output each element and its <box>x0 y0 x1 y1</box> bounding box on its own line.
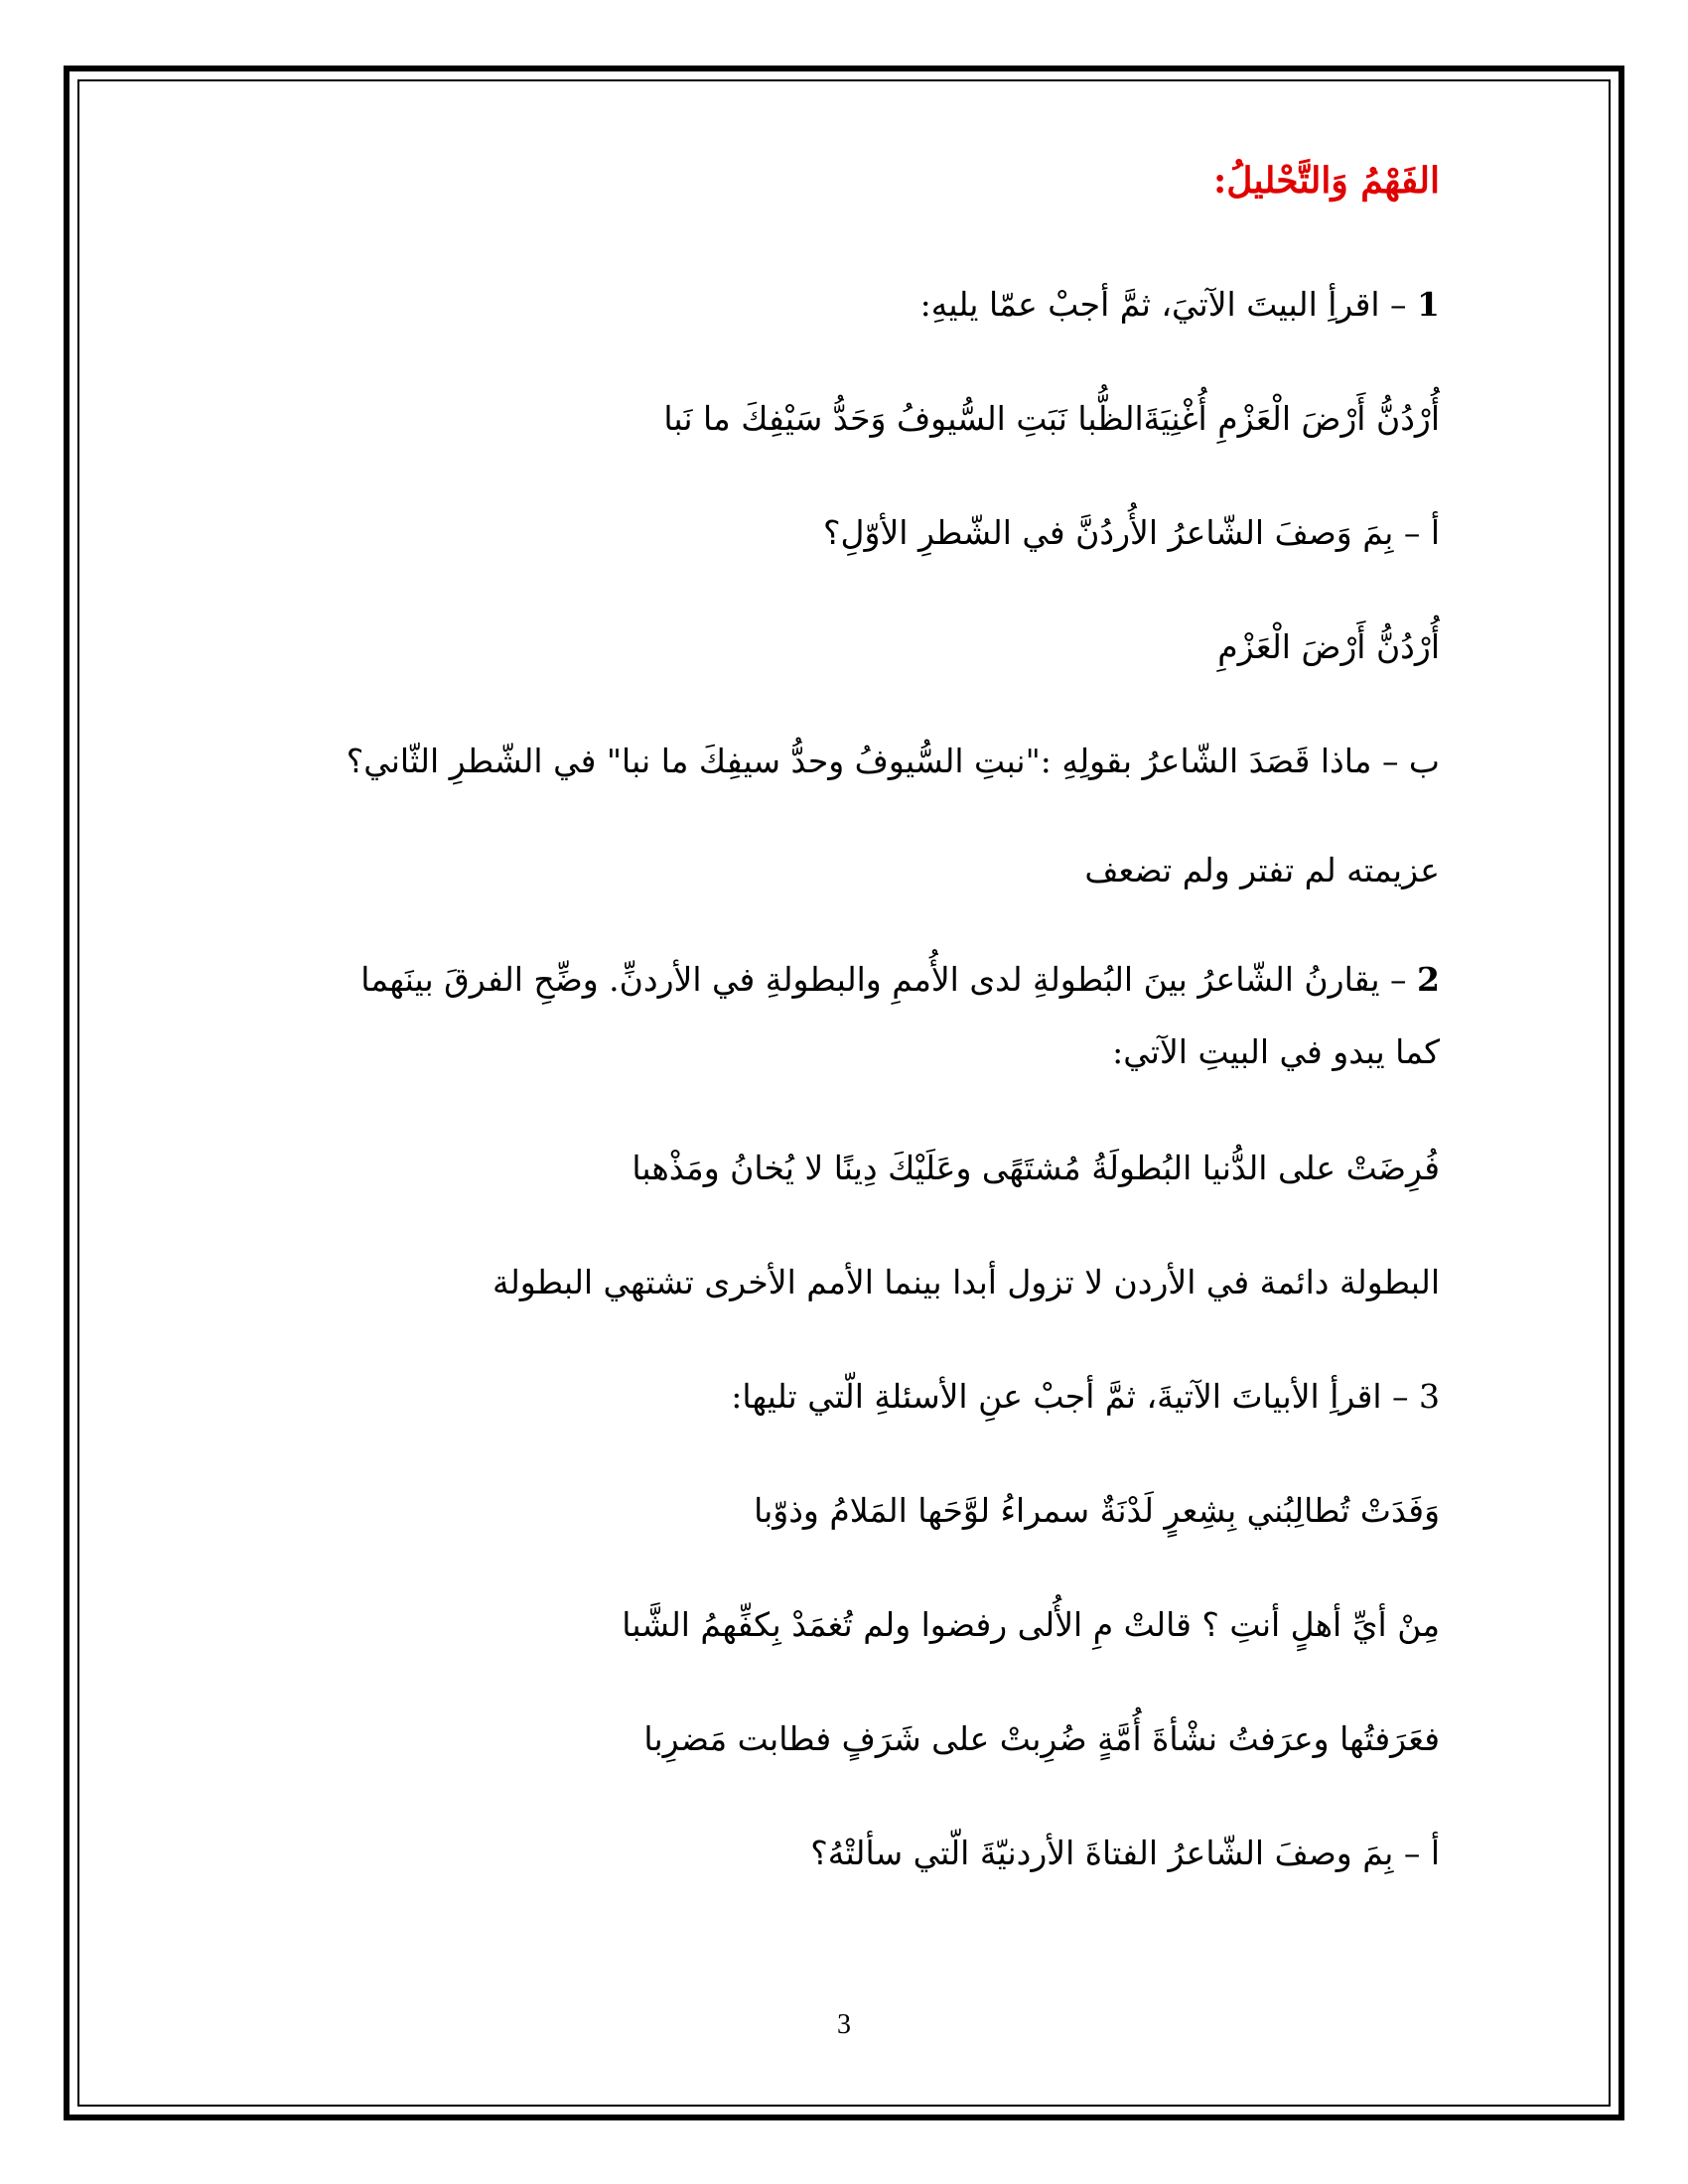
q2-instruction-text: – يقارنُ الشّاعرُ بينَ البُطولةِ لدى الأُممِ والبطولةِ في الأردنِّ. وضِّحِ الفرقَ بينَهما <box>360 960 1418 999</box>
q3-verse-1: وَفَدَتْ تُطالِبُني بِشِعرٍ لَدْنَةٌ سمراءُ لوَّحَها المَلامُ وذوّبا <box>754 1491 1440 1530</box>
q2-verse: فُرِضَتْ على الدُّنيا البُطولَةُ مُشتَهًى وعَلَيْكَ دِينًا لا يُخانُ ومَذْهبا <box>632 1149 1440 1187</box>
q2-answer: البطولة دائمة في الأردن لا تزول أبدا بينما الأمم الأخرى تشتهي البطولة <box>492 1263 1440 1301</box>
q3-verse-2: مِنْ أيِّ أهلٍ أنتِ ؟ قالتْ مِ الأُلى رفضوا ولم تُغمَدْ بِكفِّهمُ الشَّبا <box>622 1605 1440 1644</box>
document-body <box>288 0 1440 2184</box>
q1-instruction <box>920 283 1440 327</box>
q1-b-question: ب – ماذا قَصَدَ الشّاعرُ بقولِهِ :"نبتِ السُّيوفُ وحدُّ سيفِكَ ما نبا" في الشّطرِ الثّاني؟ <box>346 742 1440 780</box>
q3-verse-3: فعَرَفتُها وعرَفتُ نشْأةَ أُمَّةٍ ضُرِبتْ على شَرَفٍ فطابت مَضرِبا <box>643 1719 1440 1758</box>
page-number: 3 <box>837 2009 851 2040</box>
q2-number: 2 <box>1417 960 1440 999</box>
q1-instruction-text: – اقرأِ البيتَ الآتيَ، ثمَّ أجبْ عمّا يليهِ: <box>919 285 1418 324</box>
q1-a-answer: أُرْدُنُّ أَرْضَ الْعَزْمِ <box>1217 627 1440 666</box>
q1-verse: أُرْدُنُّ أَرْضَ الْعَزْمِ أُغْنِيَةَالظُّبا نَبَتِ السُّيوفُ وَحَدُّ سَيْفِكَ ما نَبا <box>663 399 1440 438</box>
q2-instruction-line2: كما يبدو في البيتِ الآتي: <box>1112 1032 1440 1071</box>
q2-instruction-line1 <box>360 958 1440 1002</box>
q3-instruction: 3 – اقرأِ الأبياتَ الآتيةَ، ثمَّ أجبْ عنِ الأسئلةِ الّتي تليها: <box>731 1377 1440 1416</box>
q1-b-answer: عزيمته لم تفتر ولم تضعف <box>1084 851 1440 889</box>
q1-a-question: أ – بِمَ وَصفَ الشّاعرُ الأُردُنَّ في الشّطرِ الأوّلِ؟ <box>823 513 1440 552</box>
section-title: الفَهْمُ وَالتَّحْليلُ: <box>1212 160 1440 202</box>
q1-number: 1 <box>1417 285 1440 324</box>
q3-a-question: أ – بِمَ وصفَ الشّاعرُ الفتاةَ الأردنيّةَ الّتي سألتْهُ؟ <box>810 1834 1440 1872</box>
